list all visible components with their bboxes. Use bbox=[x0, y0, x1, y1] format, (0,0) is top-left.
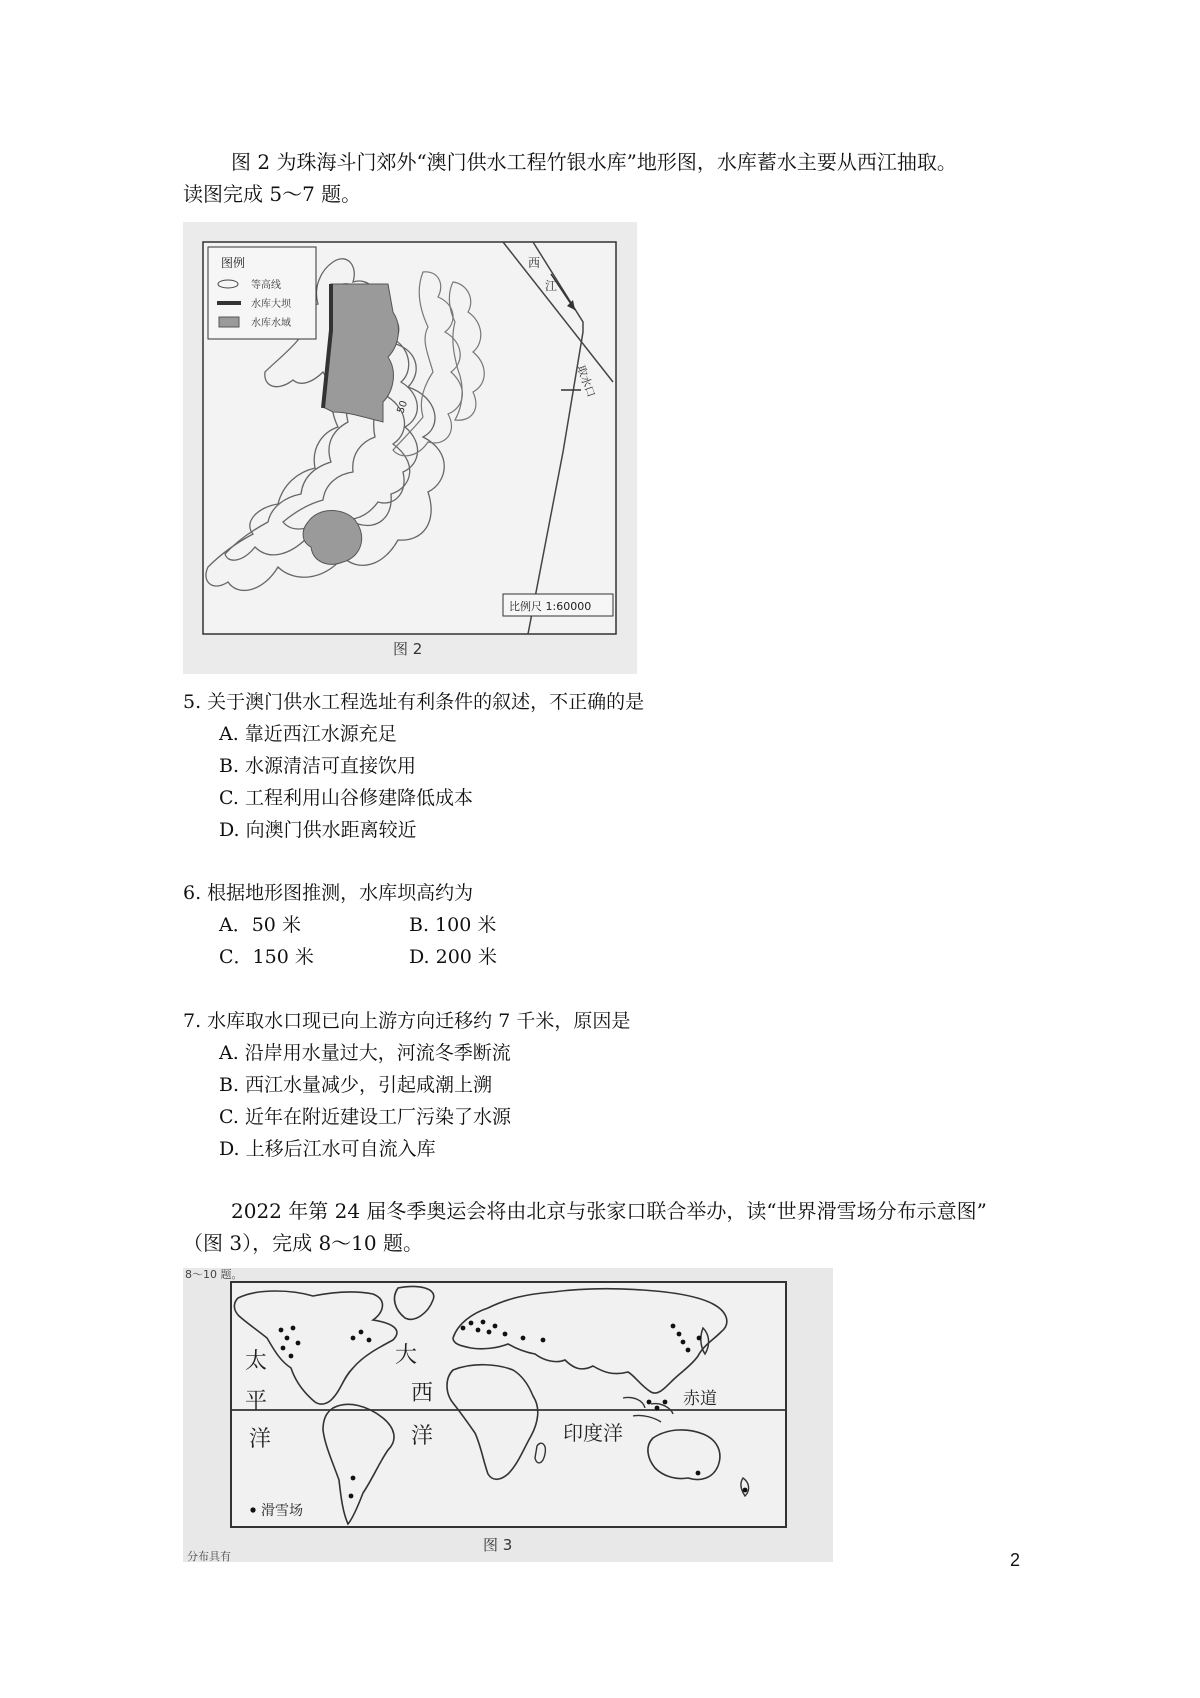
ski-resort-dot bbox=[279, 1328, 284, 1333]
river-label-jiang: 江 bbox=[545, 279, 558, 293]
intro-1-line-2: 读图完成 5～7 题。 bbox=[183, 182, 362, 206]
legend-title: 图例 bbox=[221, 256, 246, 270]
question-6-options-row-1 bbox=[183, 909, 599, 941]
question-6 bbox=[183, 877, 599, 973]
question-5 bbox=[183, 686, 644, 846]
ski-resort-dot bbox=[359, 1330, 364, 1335]
ski-resort-dot bbox=[349, 1494, 354, 1499]
intro-1-line-1: 图 2 为珠海斗门郊外“澳门供水工程竹银水库”地形图，水库蓄水主要从西江抽取。 bbox=[231, 150, 957, 174]
previous-text-fragment: 8～10 题。 bbox=[185, 1268, 243, 1281]
intro-paragraph-2 bbox=[183, 1195, 1043, 1259]
ski-resort-dot bbox=[681, 1340, 686, 1345]
ski-resort-dot bbox=[686, 1348, 691, 1353]
legend-item-contour: 等高线 bbox=[251, 280, 281, 291]
intro-paragraph-1 bbox=[183, 146, 1043, 210]
ski-resort-dot bbox=[521, 1336, 526, 1341]
ski-resort-dot bbox=[461, 1326, 466, 1331]
pacific-label-3: 洋 bbox=[249, 1427, 272, 1452]
ski-resort-dot bbox=[285, 1336, 290, 1341]
question-6-options-row-2 bbox=[183, 941, 599, 973]
equator-label: 赤道 bbox=[683, 1389, 717, 1409]
question-7-option-b: B. 西江水量减少，引起咸潮上溯 bbox=[219, 1074, 493, 1096]
ski-resort-dot bbox=[696, 1471, 701, 1476]
ski-resort-dot bbox=[677, 1332, 682, 1337]
pacific-label-1: 太 bbox=[245, 1349, 268, 1374]
ski-resort-dot bbox=[296, 1341, 301, 1346]
question-7-option-d: D. 上移后江水可自流入库 bbox=[219, 1138, 436, 1160]
question-5-stem: 5. 关于澳门供水工程选址有利条件的叙述，不正确的是 bbox=[183, 691, 645, 713]
ski-resort-dot bbox=[671, 1324, 676, 1329]
ski-resort-dot bbox=[281, 1346, 286, 1351]
intro-2-line-1: 2022 年第 24 届冬季奥运会将由北京与张家口联合举办，读“世界滑雪场分布示意图” bbox=[231, 1199, 987, 1223]
ski-resort-dot bbox=[476, 1328, 481, 1333]
ski-resort-dot bbox=[367, 1338, 372, 1343]
question-7-stem: 7. 水库取水口现已向上游方向迁移约 7 千米，原因是 bbox=[183, 1010, 631, 1032]
next-text-fragment: 分布具有 bbox=[187, 1550, 231, 1562]
figure-3-caption: 图 3 bbox=[483, 1536, 513, 1554]
question-6-stem: 6. 根据地形图推测，水库坝高约为 bbox=[183, 882, 474, 904]
question-6-option-c: C．150 米 bbox=[219, 946, 314, 968]
question-7 bbox=[183, 1005, 630, 1165]
question-5-option-c: C. 工程利用山谷修建降低成本 bbox=[219, 787, 473, 809]
atlantic-label-2: 西 bbox=[411, 1381, 434, 1406]
atlantic-label-3: 洋 bbox=[411, 1424, 434, 1449]
legend-ski-resort-label: 滑雪场 bbox=[261, 1503, 303, 1519]
ski-resort-dot bbox=[655, 1406, 660, 1411]
indian-ocean-label: 印度洋 bbox=[563, 1421, 623, 1445]
page-number: 2 bbox=[1010, 1550, 1021, 1570]
water-legend-icon bbox=[219, 317, 239, 327]
ski-resort-dot bbox=[663, 1400, 668, 1405]
figure-3-world-ski-map bbox=[183, 1268, 833, 1562]
ski-resort-dot bbox=[351, 1336, 356, 1341]
question-5-option-a: A. 靠近西江水源充足 bbox=[219, 723, 397, 745]
river-label-xi: 西 bbox=[528, 256, 541, 270]
ski-resort-dot bbox=[493, 1324, 498, 1329]
question-6-option-b: B. 100 米 bbox=[409, 914, 497, 936]
legend-item-water: 水库水域 bbox=[251, 318, 291, 329]
ski-resort-dot bbox=[481, 1320, 486, 1325]
ski-resort-dot bbox=[289, 1354, 294, 1359]
question-5-option-b: B. 水源清洁可直接饮用 bbox=[219, 755, 417, 777]
ski-resort-dot bbox=[697, 1336, 702, 1341]
legend-item-dam: 水库大坝 bbox=[251, 299, 291, 310]
legend-ski-dot-icon bbox=[250, 1507, 255, 1512]
ski-resort-dot bbox=[647, 1400, 652, 1405]
question-7-option-c: C. 近年在附近建设工厂污染了水源 bbox=[219, 1106, 511, 1128]
question-6-option-d: D. 200 米 bbox=[409, 946, 497, 968]
question-7-option-a: A. 沿岸用水量过大，河流冬季断流 bbox=[219, 1042, 511, 1064]
question-6-option-a: A．50 米 bbox=[219, 914, 301, 936]
question-5-option-d: D. 向澳门供水距离较近 bbox=[219, 819, 417, 841]
figure-2-caption: 图 2 bbox=[393, 640, 423, 658]
ski-resort-dot bbox=[541, 1338, 546, 1343]
ski-resort-dot bbox=[469, 1321, 474, 1326]
intro-2-line-2: （图 3），完成 8～10 题。 bbox=[183, 1231, 423, 1255]
ski-resort-dot bbox=[291, 1326, 296, 1331]
ski-resort-dot bbox=[503, 1332, 508, 1337]
ski-resort-dot bbox=[351, 1476, 356, 1481]
intake-label: 取水口 bbox=[574, 363, 598, 400]
atlantic-label-1: 大 bbox=[395, 1343, 418, 1368]
ski-resort-dot bbox=[743, 1488, 748, 1493]
ski-resort-dot bbox=[487, 1330, 492, 1335]
figure-2-topographic-map bbox=[183, 222, 637, 674]
contour-value-label: 50 bbox=[395, 399, 411, 416]
scale-label: 比例尺 1:60000 bbox=[509, 600, 592, 613]
pacific-label-2: 平 bbox=[245, 1389, 268, 1414]
